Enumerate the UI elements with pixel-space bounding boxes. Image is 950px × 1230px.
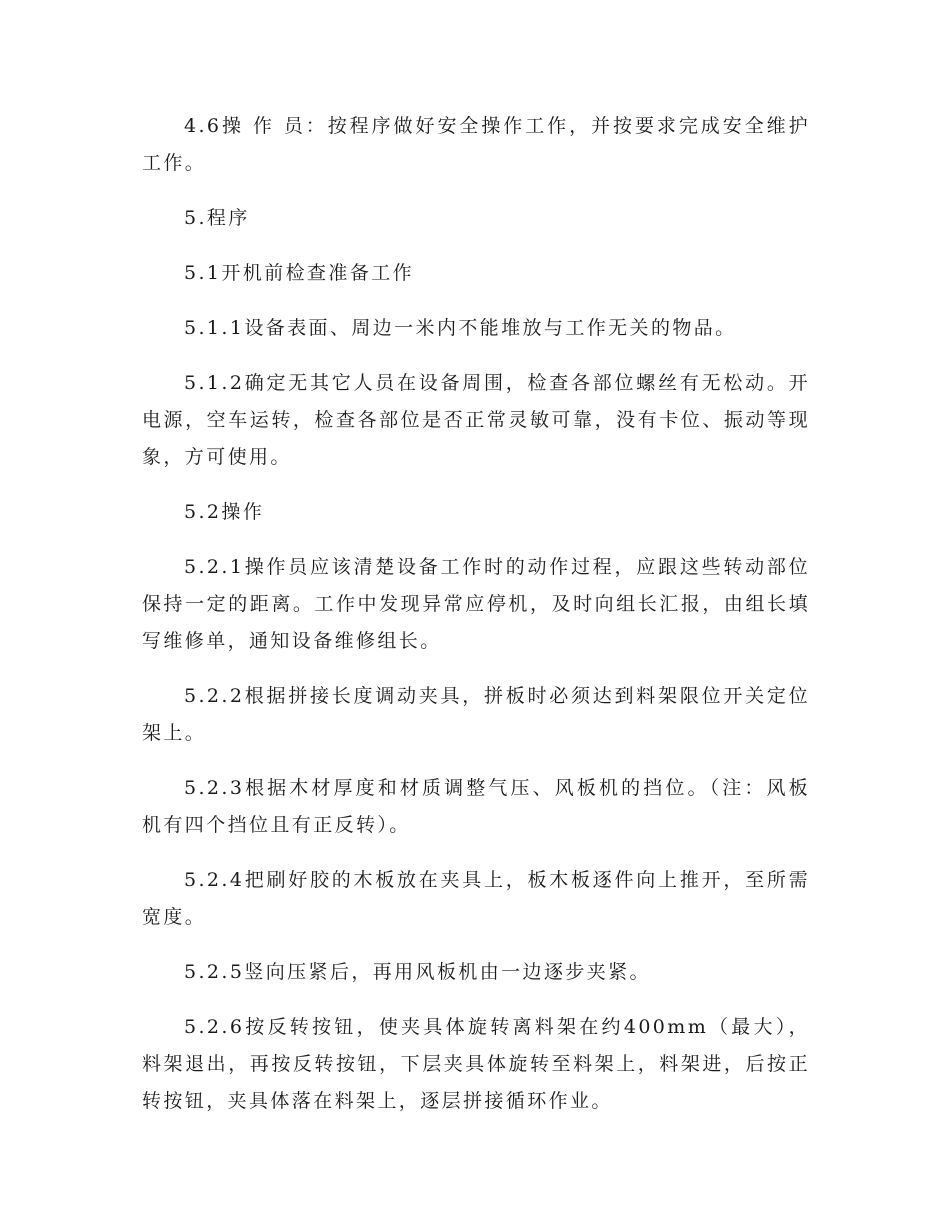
section-heading-5-1: 5.1开机前检查准备工作 [184, 262, 415, 284]
paragraph-5-2-1: 5.2.1操作员应该清楚设备工作时的动作过程，应跟这些转动部位保持一定的距离。工作中发现异常应停机，及时向组长汇报，由组长填写维修单，通知设备维修组长。 [142, 556, 810, 652]
paragraph-4-6: 4.6操 作 员：按程序做好安全操作工作，并按要求完成安全维护工作。 [142, 115, 810, 174]
paragraph-5-2-5: 5.2.5竖向压紧后，再用风板机由一边逐步夹紧。 [184, 961, 651, 983]
paragraph-5-2-6: 5.2.6按反转按钮，使夹具体旋转离料架在约400mm（最大），料架退出，再按反转按钮，下层夹具体旋转至料架上，料架进，后按正转按钮，夹具体落在料架上，逐层拼接循环作业。 [142, 1016, 810, 1112]
document-body [142, 108, 810, 1138]
paragraph-5-2-2: 5.2.2根据拼接长度调动夹具，拼板时必须达到料架限位开关定位架上。 [142, 685, 810, 744]
section-heading-5-2: 5.2操作 [184, 501, 265, 523]
paragraph-5-1-1: 5.1.1设备表面、周边一米内不能堆放与工作无关的物品。 [184, 317, 737, 339]
paragraph-5-1-2: 5.1.2确定无其它人员在设备周围，检查各部位螺丝有无松动。开电源，空车运转，检查各部位是否正常灵敏可靠，没有卡位、振动等现象，方可使用。 [142, 372, 810, 468]
section-heading-5: 5.程序 [184, 207, 250, 229]
paragraph-5-2-4: 5.2.4把刷好胶的木板放在夹具上，板木板逐件向上推开，至所需宽度。 [142, 869, 810, 928]
paragraph-5-2-3: 5.2.3根据木材厚度和材质调整气压、风板机的挡位。（注：风板机有四个挡位且有正反转）。 [142, 777, 810, 836]
